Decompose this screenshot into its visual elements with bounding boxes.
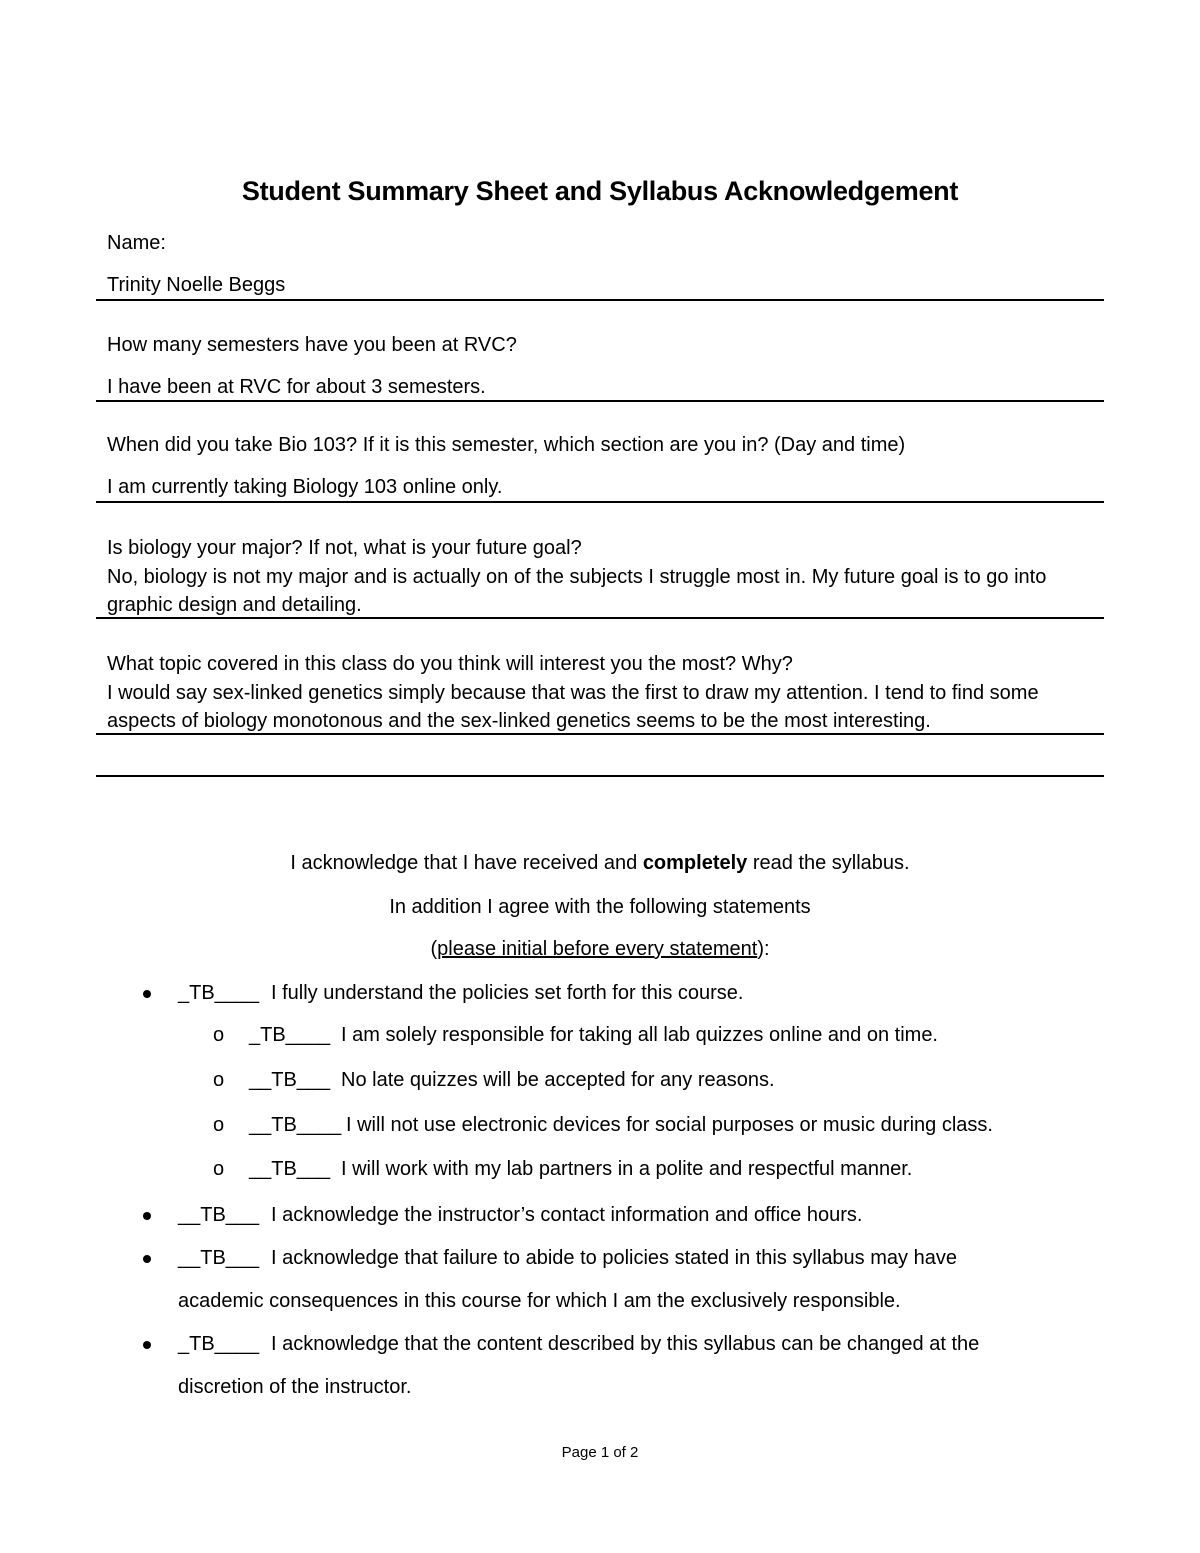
statement-text-continued: academic consequences in this course for which I am the exclusively responsible. (178, 1290, 901, 1312)
statement-text: I acknowledge that the content described by this syllabus can be changed at the (271, 1333, 980, 1355)
acknowledge-line (0, 852, 1200, 875)
statement-text: No late quizzes will be accepted for any reasons. (341, 1069, 775, 1091)
question-semesters: How many semesters have you been at RVC? (107, 334, 517, 356)
question-bio103: When did you take Bio 103? If it is this semester, which section are you in? (Day and time) (107, 434, 906, 456)
divider (96, 775, 1104, 777)
statement-text-continued: discretion of the instructor. (178, 1376, 412, 1398)
agree-line: In addition I agree with the following statements (389, 896, 811, 918)
statement-text: I acknowledge the instructor’s contact information and office hours. (271, 1204, 863, 1226)
divider (96, 617, 1104, 619)
bullet-icon (143, 990, 151, 998)
answer-name: Trinity Noelle Beggs (107, 274, 286, 296)
paren-open: ( (430, 938, 438, 960)
ack-text: I acknowledge that I have received and (290, 852, 643, 874)
paren-close: ): (757, 938, 770, 960)
qa-topic (107, 650, 1097, 736)
statement-text: I will not use electronic devices for social purposes or music during class. (346, 1114, 993, 1136)
statement-initial: _TB____ (178, 1333, 260, 1355)
answer-major: No, biology is not my major and is actually on of the subjects I struggle most in. My future goal is to go into graphic design and detailing. (107, 565, 1047, 616)
page-footer: Page 1 of 2 (561, 1444, 639, 1461)
circle-bullet-icon: o (213, 1069, 225, 1091)
statement-initial: _TB____ (249, 1024, 331, 1046)
statement-initial: __TB___ (249, 1069, 331, 1091)
bullet-icon (143, 1255, 151, 1263)
bullet-icon (143, 1341, 151, 1349)
statement-initial: __TB___ (178, 1204, 260, 1226)
statement-initial: __TB____ (249, 1114, 342, 1136)
circle-bullet-icon: o (213, 1024, 225, 1046)
divider (96, 400, 1104, 402)
statement-text: I fully understand the policies set forth for this course. (271, 982, 744, 1004)
question-topic: What topic covered in this class do you think will interest you the most? Why? (107, 653, 793, 675)
divider (96, 501, 1104, 503)
ack-text-end: read the syllabus. (747, 852, 910, 874)
bullet-icon (143, 1212, 151, 1220)
statement-initial: _TB____ (178, 982, 260, 1004)
statement-initial: __TB___ (249, 1158, 331, 1180)
statement-initial: __TB___ (178, 1247, 260, 1269)
circle-bullet-icon: o (213, 1114, 225, 1136)
statement-text: I will work with my lab partners in a polite and respectful manner. (341, 1158, 913, 1180)
initial-instruction (0, 938, 1200, 961)
question-name-label: Name: (107, 232, 166, 254)
divider (96, 299, 1104, 301)
statement-text: I am solely responsible for taking all lab quizzes online and on time. (341, 1024, 938, 1046)
ack-bold: completely (642, 852, 748, 874)
qa-major (107, 534, 1097, 620)
circle-bullet-icon: o (213, 1158, 225, 1180)
page-title: Student Summary Sheet and Syllabus Acknowledgement (241, 176, 959, 206)
statement-text: I acknowledge that failure to abide to policies stated in this syllabus may have (271, 1247, 957, 1269)
answer-bio103: I am currently taking Biology 103 online only. (107, 476, 503, 498)
answer-topic: I would say sex-linked genetics simply because that was the first to draw my attention. I tend to find some aspects of biology monotonous and the sex-linked genetics seems to be the most interesting. (107, 681, 1039, 732)
divider (96, 733, 1104, 735)
answer-semesters: I have been at RVC for about 3 semesters. (107, 376, 486, 398)
question-major: Is biology your major? If not, what is your future goal? (107, 537, 582, 559)
initial-instruction-underlined: please initial before every statement (437, 938, 758, 960)
